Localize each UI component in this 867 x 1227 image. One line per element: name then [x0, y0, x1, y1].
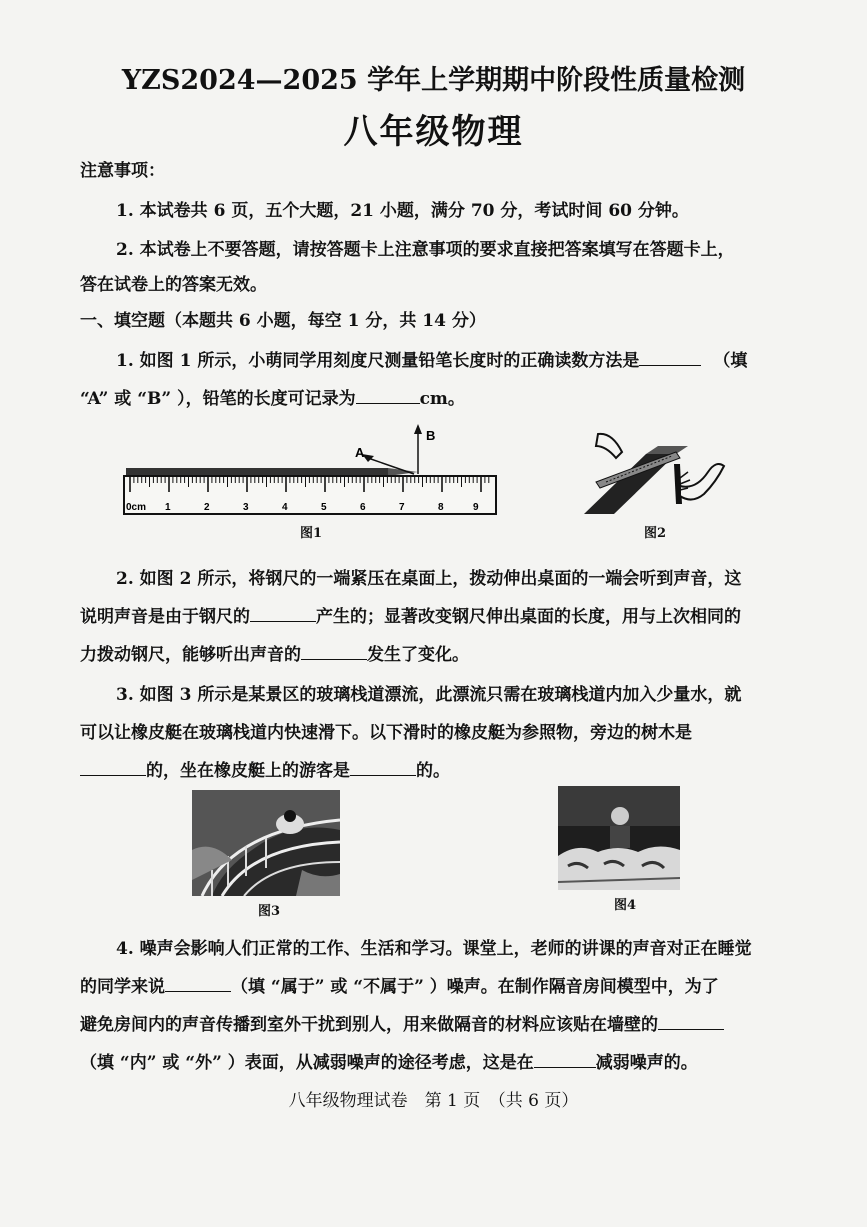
q1-blank-2	[356, 389, 420, 404]
q1-text-1a: 1. 如图 1 所示，小萌同学用刻度尺测量铅笔长度时的正确读数方法是	[116, 351, 640, 371]
q4-line-4	[80, 1048, 698, 1073]
q3-line-1: 3. 如图 3 所示是某景区的玻璃栈道漂流，此漂流只需在玻璃栈道内加入少量水，就	[116, 685, 742, 705]
q4-text-3: 避免房间内的声音传播到室外干扰到别人，用来做隔音的材料应该贴在墙壁的	[80, 1015, 658, 1035]
exam-title: YZS2024—2025 学年上学期期中阶段性质量检测	[121, 65, 746, 96]
ruler-label-3: 3	[243, 502, 249, 513]
figure-2-steel-ruler	[576, 424, 726, 516]
tourist	[284, 810, 296, 822]
q3-blank-1	[80, 761, 146, 776]
q4-blank-2	[658, 1015, 724, 1030]
arrow-b	[414, 424, 422, 434]
q4-text-4b: 减弱噪声的。	[595, 1053, 698, 1073]
q1-blank-1	[639, 351, 701, 366]
q4-text-2b: （填 “属于” 或 “不属于” ）噪声。在制作隔音房间模型中，为了	[231, 977, 719, 997]
figure-1-ruler	[118, 416, 503, 518]
ruler-label-8: 8	[438, 502, 444, 513]
figure-3-caption: 图3	[258, 904, 281, 919]
ruler-label-1: 1	[165, 502, 171, 513]
section-1-heading: 一、填空题（本题共 6 小题，每空 1 分，共 14 分）	[80, 311, 486, 331]
ruler-label-7: 7	[399, 502, 405, 513]
q3-line-2: 可以让橡皮艇在玻璃栈道内快速滑下。以下滑时的橡皮艇为参照物，旁边的树木是	[80, 723, 692, 743]
ruler-label-5: 5	[321, 502, 327, 513]
q2-text-2a: 说明声音是由于钢尺的	[80, 607, 250, 627]
label-a: A	[355, 445, 365, 460]
pencil-body	[126, 468, 388, 476]
q3-text-3a: 的，坐在橡皮艇上的游客是	[146, 761, 350, 781]
q3-text-3b: 的。	[416, 761, 450, 781]
hand-left-icon	[596, 434, 622, 458]
students	[558, 846, 680, 890]
ruler-label-6: 6	[360, 502, 366, 513]
q4-blank-1	[165, 977, 231, 992]
ruler-label-2: 2	[204, 502, 210, 513]
q4-line-3	[80, 1010, 724, 1035]
page-footer: 八年级物理试卷 第 1 页 （共 6 页）	[288, 1091, 579, 1111]
pencil-tip	[388, 468, 418, 476]
q4-text-4a: （填 “内” 或 “外” ）表面，从减弱噪声的途径考虑，这是在	[80, 1053, 534, 1073]
notice-item-2b: 答在试卷上的答案无效。	[80, 275, 267, 295]
q2-text-2b: 产生的；显著改变钢尺伸出桌面的长度，用与上次相同的	[316, 607, 741, 627]
ruler-label-9: 9	[473, 502, 479, 513]
q2-line-3	[80, 640, 469, 665]
figure-4-caption: 图4	[614, 898, 637, 913]
notice-heading: 注意事项：	[80, 161, 165, 181]
q1-line-1	[116, 346, 747, 371]
q2-blank-2	[301, 645, 367, 660]
q2-text-3b: 发生了变化。	[367, 645, 469, 665]
notice-item-2a: 2. 本试卷上不要答题，请按答题卡上注意事项的要求直接把答案填写在答题卡上，	[116, 240, 735, 260]
exam-subject: 八年级物理	[343, 112, 524, 152]
q1-line-2	[80, 384, 465, 409]
figure-3-photo	[192, 790, 340, 896]
notice-item-1: 1. 本试卷共 6 页，五个大题，21 小题，满分 70 分，考试时间 60 分钟。	[116, 201, 689, 221]
label-b: B	[426, 428, 436, 443]
q4-text-2a: 的同学来说	[80, 977, 165, 997]
q1-text-1b: （填	[713, 351, 748, 371]
q2-blank-1	[250, 607, 316, 622]
q2-line-2	[80, 602, 741, 627]
q4-line-1: 4. 噪声会影响人们正常的工作、生活和学习。课堂上，老师的讲课的声音对正在睡觉	[116, 939, 752, 959]
q4-blank-3	[534, 1053, 596, 1068]
teacher	[611, 807, 629, 825]
q1-text-2b: cm。	[419, 389, 465, 409]
q3-line-3	[80, 756, 450, 781]
q4-line-2	[80, 972, 719, 997]
ruler-label-4: 4	[282, 502, 288, 513]
figure-1-caption: 图1	[300, 526, 323, 541]
ruler-label-0: 0cm	[126, 502, 147, 513]
q1-text-2a: “A” 或 “B” ），铅笔的长度可记录为	[80, 389, 356, 409]
figure-4-photo	[558, 786, 680, 890]
figure-2-caption: 图2	[644, 526, 667, 541]
q3-blank-2	[350, 761, 416, 776]
q2-line-1: 2. 如图 2 所示，将钢尺的一端紧压在桌面上，拨动伸出桌面的一端会听到声音，这	[116, 569, 742, 589]
q2-text-3a: 力拨动钢尺，能够听出声音的	[80, 645, 301, 665]
